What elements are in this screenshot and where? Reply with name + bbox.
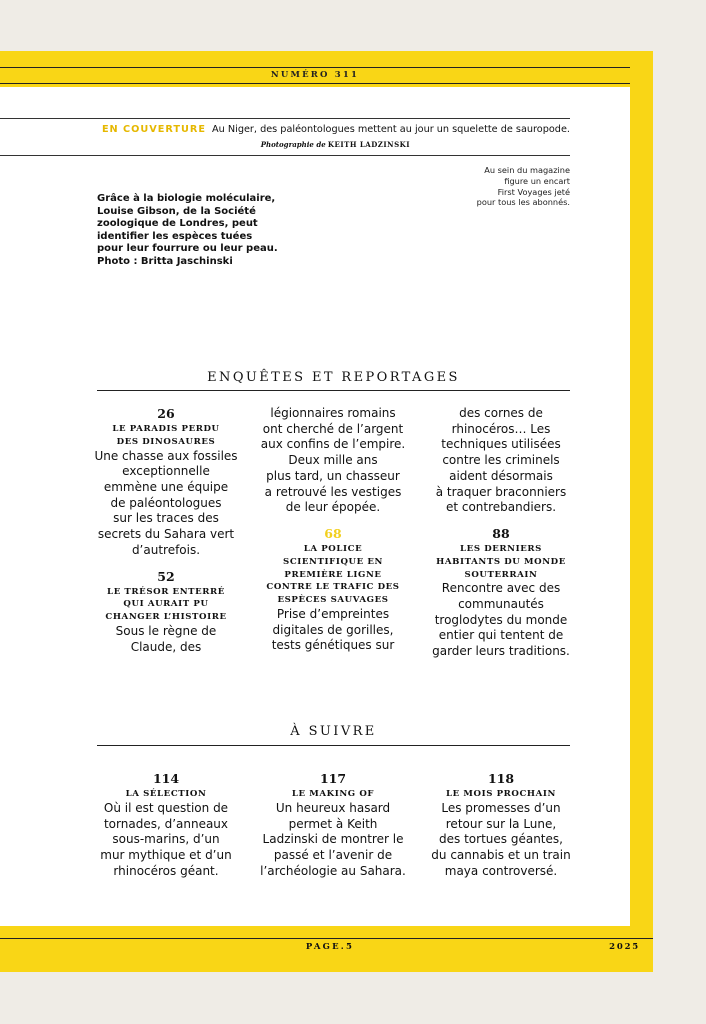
issue-number: NUMÉRO 311 (270, 70, 360, 80)
body-line: aident désormais (449, 468, 553, 483)
cover-rule-bottom (0, 155, 570, 156)
article-entry[interactable] (86, 406, 246, 559)
body-line: l’archéologie au Sahara. (260, 863, 406, 878)
article-page-number: 118 (487, 771, 515, 786)
insert-note-line: figure un encart (504, 175, 570, 186)
body-line: contre les criminels (442, 453, 560, 468)
caption-credit: Photo : Britta Jaschinski (97, 255, 233, 267)
section-rule-suivre (97, 745, 570, 746)
cover-line (0, 124, 570, 135)
insert-note-line: pour tous les abonnés. (476, 197, 570, 208)
body-line: sous-marins, d’un (112, 832, 220, 847)
footer-rule (0, 938, 653, 939)
suivre-col-2[interactable] (253, 771, 413, 879)
body-line: Sous le règne de (115, 623, 217, 638)
footer-year: 2025 (609, 942, 640, 952)
article-page-number: 114 (152, 771, 180, 786)
body-line: Où il est question de (103, 800, 229, 815)
body-line: passé et l’avenir de (273, 847, 393, 862)
article-body (86, 801, 246, 880)
body-line: tests génétiques sur (271, 638, 395, 653)
article-page-number: 117 (319, 771, 347, 786)
article-title (421, 543, 581, 581)
section-rule-reportages (97, 390, 570, 391)
article-page-number: 68 (324, 525, 342, 541)
title-line: CONTRE LE TRAFIC DES (266, 582, 400, 593)
cover-credit (0, 140, 570, 149)
body-line: de leur épopée. (285, 500, 381, 515)
body-line: du cannabis et un train (431, 847, 571, 862)
caption-line: pour leur fourrure ou leur peau. (97, 243, 278, 255)
title-line: SCIENTIFIQUE EN (283, 556, 383, 567)
body-line: Deux mille ans (288, 453, 378, 468)
article-title (86, 586, 246, 624)
suivre-col-1[interactable] (86, 771, 246, 879)
article-body (253, 607, 413, 654)
insert-note-line: Au sein du magazine (484, 165, 570, 175)
body-line: mur mythique et d’un (100, 847, 232, 862)
title-line: LE TRÉSOR ENTERRÉ (107, 586, 225, 597)
body-line: Prise d’empreintes (276, 606, 390, 621)
article-title: LE MOIS PROCHAIN (446, 789, 556, 799)
body-line: aux confins de l’empire. (260, 437, 406, 452)
article-title: LE MAKING OF (291, 789, 375, 799)
body-line: plus tard, un chasseur (266, 468, 400, 483)
body-line: digitales de gorilles, (272, 622, 394, 637)
body-line: sur les traces des (113, 511, 219, 526)
reportages-col-2 (253, 406, 413, 654)
suivre-col-3[interactable] (421, 771, 581, 879)
cover-rule-top (0, 118, 570, 119)
title-line: LA POLICE (303, 543, 363, 554)
body-line: troglodytes du monde (434, 612, 568, 627)
article-body (86, 449, 246, 559)
title-line: CHANGER L’HISTOIRE (105, 612, 227, 623)
article-entry[interactable] (86, 569, 246, 656)
body-line: Une chasse aux fossiles (94, 448, 238, 463)
body-line: rhinocéros géant. (113, 863, 219, 878)
article-body-continued (253, 406, 413, 516)
cover-text: Au Niger, des paléontologues mettent au jour un squelette de sauropode. (212, 124, 570, 135)
cover-label: EN COUVERTURE (101, 124, 206, 135)
caption-line: Grâce à la biologie moléculaire, (97, 193, 276, 204)
body-line: des tortues géantes, (439, 832, 563, 847)
body-line: Claude, des (130, 639, 202, 654)
article-entry[interactable] (421, 526, 581, 660)
body-line: Rencontre avec des (441, 581, 561, 596)
title-line: HABITANTS DU MONDE (436, 556, 566, 567)
title-line: ESPÈCES SAUVAGES (277, 595, 389, 606)
footer-page-number: PAGE.5 (305, 942, 355, 952)
reportages-col-1 (86, 406, 246, 655)
title-line: LES DERNIERS (460, 543, 542, 554)
title-line: DES DINOSAURES (116, 436, 216, 447)
body-line: et contrebandiers. (445, 500, 557, 515)
body-line: Ladzinski de montrer le (262, 832, 404, 847)
body-line: techniques utilisées (441, 437, 561, 452)
article-title: LA SÉLECTION (125, 789, 207, 799)
article-page-number: 88 (492, 525, 510, 541)
article-body (86, 624, 246, 655)
body-line: secrets du Sahara vert (97, 527, 235, 542)
title-line: SOUTERRAIN (464, 569, 538, 580)
body-line: maya controversé. (444, 863, 558, 878)
body-line: rhinocéros… Les (451, 421, 551, 436)
article-body (253, 801, 413, 880)
caption-line: Louise Gibson, de la Société (97, 205, 256, 217)
article-entry[interactable] (253, 526, 413, 654)
body-line: emmène une équipe (103, 480, 229, 494)
article-body (421, 581, 581, 660)
article-body (421, 801, 581, 880)
body-line: garder leurs traditions. (432, 644, 570, 659)
body-line: Un heureux hasard (275, 800, 391, 815)
body-line: entier qui tentent de (438, 628, 564, 643)
title-line: LE PARADIS PERDU (112, 424, 220, 434)
caption-line: zoologique de Londres, peut (97, 218, 258, 230)
body-line: tornades, d’anneaux (103, 816, 229, 831)
article-page-number: 26 (157, 406, 175, 421)
body-line: ont cherché de l’argent (262, 421, 404, 436)
body-line: retour sur la Lune, (445, 816, 557, 831)
body-line: permet à Keith (288, 816, 378, 831)
section-title-suivre: À SUIVRE (290, 724, 377, 739)
body-line: légionnaires romains (270, 406, 396, 420)
reportages-col-3 (421, 406, 581, 660)
insert-note (440, 165, 570, 208)
credit-prefix: Photographie de (260, 140, 326, 149)
credit-name: KEITH LADZINSKI (327, 140, 410, 149)
body-line: de paléontologues (110, 495, 222, 510)
article-title (253, 543, 413, 607)
section-title-reportages: ENQUÊTES ET REPORTAGES (207, 370, 460, 385)
article-title (86, 423, 246, 449)
body-line: exceptionnelle (122, 464, 210, 479)
header-rule-top (0, 67, 630, 68)
title-line: PREMIÈRE LIGNE (284, 569, 382, 580)
body-line: des cornes de (459, 406, 543, 420)
body-line: Les promesses d’un (441, 800, 561, 815)
header-rule-bottom (0, 83, 630, 84)
body-line: d’autrefois. (131, 542, 201, 557)
body-line: communautés (458, 597, 544, 612)
body-line: a retrouvé les vestiges (264, 484, 402, 499)
article-body-continued (421, 406, 581, 516)
insert-note-line: First Voyages jeté (497, 186, 570, 197)
caption-line: identifier les espèces tuées (97, 230, 253, 242)
photo-caption (97, 193, 287, 269)
body-line: à traquer braconniers (435, 484, 567, 499)
article-page-number: 52 (157, 568, 175, 584)
title-line: QUI AURAIT PU (123, 599, 209, 610)
